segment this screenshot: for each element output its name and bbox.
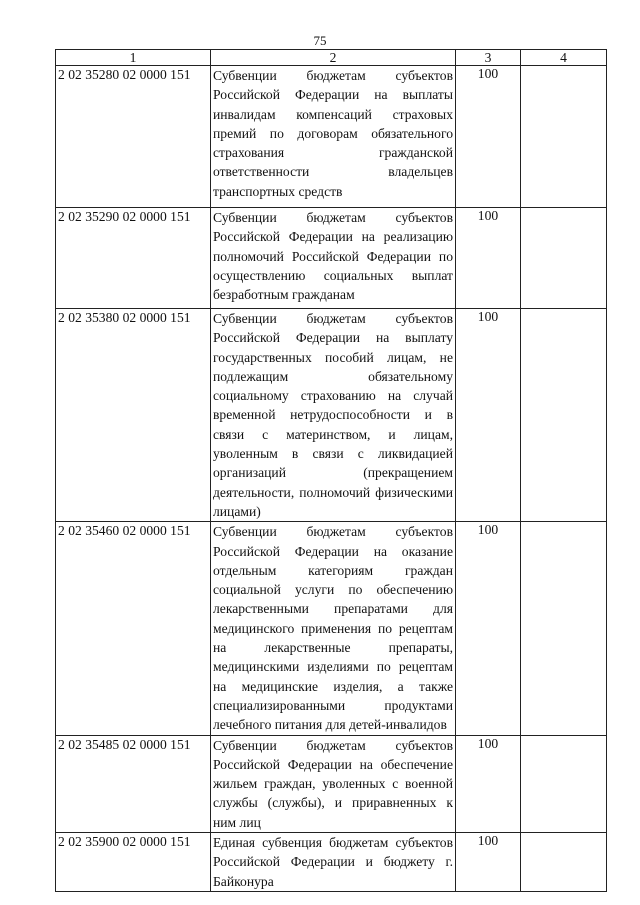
value-col4: [521, 833, 607, 892]
income-description: Субвенции бюджетам субъектов Российской Федерации на реализацию полномочий Российской Федерации по осуществлению социальных выплат безработным гражданам: [211, 208, 456, 309]
column-header-2: 2: [211, 50, 456, 66]
income-code: 2 02 35900 02 0000 151: [56, 833, 211, 892]
value-col4: [521, 208, 607, 309]
value-col3: 100: [456, 66, 521, 208]
table-header-row: [56, 50, 607, 66]
value-col4: [521, 66, 607, 208]
income-description: Субвенции бюджетам субъектов Российской Федерации на обеспечение жильем граждан, уволенных с военной службы (службы), и приравненных к ним лиц: [211, 735, 456, 832]
value-col3: 100: [456, 735, 521, 832]
value-col4: [521, 309, 607, 522]
income-description: Субвенции бюджетам субъектов Российской Федерации на оказание отдельным категориям граждан социальной услуги по обеспечению лекарственными препаратами для медицинского применения по рецептам на лекарственные препараты, медицинскими изделиями по рецептам на медицинские изделия, а также специализированными продуктами лечебного питания для детей-инвалидов: [211, 522, 456, 735]
page-number: 75: [313, 33, 327, 48]
table-row: [56, 522, 607, 735]
column-header-4: 4: [521, 50, 607, 66]
income-code: 2 02 35290 02 0000 151: [56, 208, 211, 309]
value-col3: 100: [456, 309, 521, 522]
table-row: [56, 833, 607, 892]
table-row: [56, 735, 607, 832]
table-row: [56, 309, 607, 522]
income-code: 2 02 35380 02 0000 151: [56, 309, 211, 522]
value-col4: [521, 735, 607, 832]
value-col3: 100: [456, 208, 521, 309]
income-code: 2 02 35460 02 0000 151: [56, 522, 211, 735]
column-header-1: 1: [56, 50, 211, 66]
value-col3: 100: [456, 522, 521, 735]
table-row: [56, 208, 607, 309]
income-code: 2 02 35280 02 0000 151: [56, 66, 211, 208]
income-code: 2 02 35485 02 0000 151: [56, 735, 211, 832]
budget-table: [55, 49, 607, 892]
table-row: [56, 66, 607, 208]
column-header-3: 3: [456, 50, 521, 66]
income-description: Единая субвенция бюджетам субъектов Российской Федерации и бюджету г. Байконура: [211, 833, 456, 892]
value-col4: [521, 522, 607, 735]
income-description: Субвенции бюджетам субъектов Российской Федерации на выплаты инвалидам компенсаций страховых премий по договорам обязательного страхования гражданской ответственности владельцев транспортных средств: [211, 66, 456, 208]
income-description: Субвенции бюджетам субъектов Российской Федерации на выплату государственных пособий лицам, не подлежащим обязательному социальному страхованию на случай временной нетрудоспособности и в связи с материнством, и лицам, уволенным в связи с ликвидацией организаций (прекращением деятельности, полномочий физическими лицами): [211, 309, 456, 522]
value-col3: 100: [456, 833, 521, 892]
